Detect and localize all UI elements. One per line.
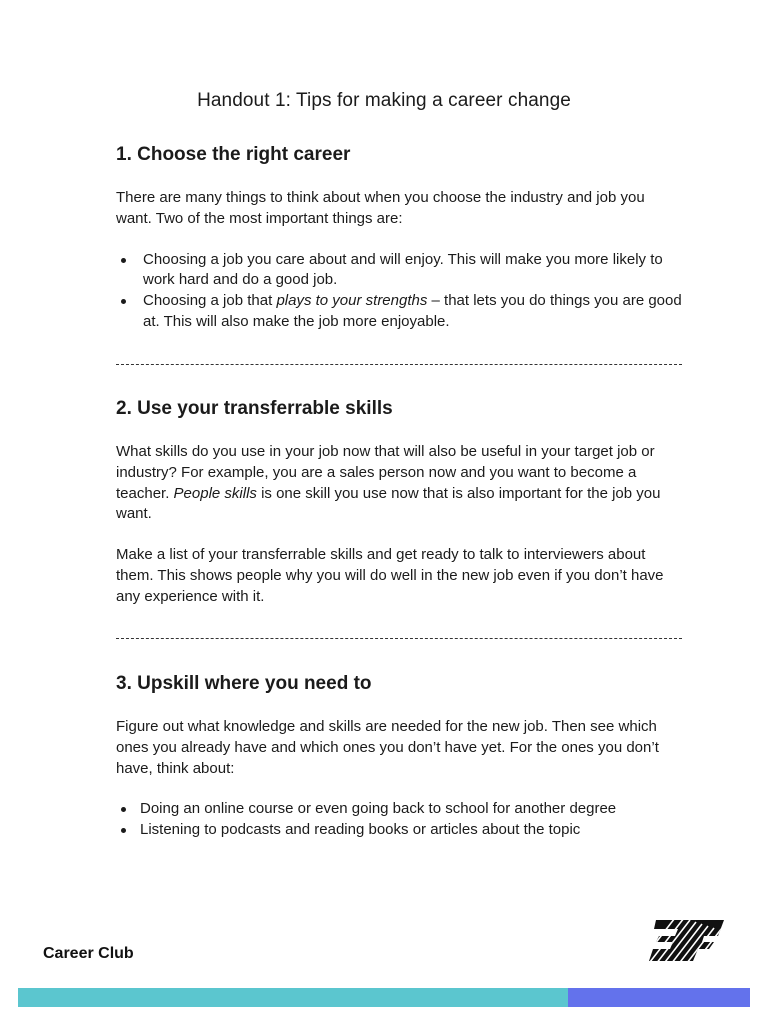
list-item: Listening to podcasts and reading books or articles about the topic — [116, 820, 682, 841]
section-heading: 1. Choose the right career — [116, 144, 351, 165]
bullet-list — [116, 250, 682, 333]
emphasis-text: plays to your strengths — [276, 292, 428, 310]
ef-logo-icon — [648, 918, 724, 962]
section-heading: 2. Use your transferrable skills — [116, 398, 393, 419]
section-paragraph — [116, 442, 682, 525]
section-choose-career — [116, 143, 682, 333]
list-item: Choosing a job you care about and will enjoy. This will make you more likely to work hard and do a good job. — [116, 250, 682, 292]
footer-color-bar-blue — [568, 988, 750, 1007]
section-heading: 3. Upskill where you need to — [116, 673, 372, 694]
list-item — [116, 291, 682, 333]
list-item: Doing an online course or even going back to school for another degree — [116, 799, 682, 820]
dashed-divider — [116, 364, 682, 365]
section-paragraph: Make a list of your transferrable skills and get ready to talk to interviewers about them. This shows people why you will do well in the new job even if you don’t have any experience with it. — [116, 546, 664, 605]
paragraph-text: is one skill you use now that is also important for the job you want. — [116, 484, 661, 523]
page-title: Handout 1: Tips for making a career change — [197, 90, 571, 111]
section-upskill — [116, 672, 682, 841]
list-item-text: – that lets you do things you are good at. This will also make the job more enjoyable. — [143, 292, 682, 330]
bullet-list — [116, 799, 682, 841]
section-intro: Figure out what knowledge and skills are needed for the new job. Then see which ones you already have and which ones you don’t have yet. For the ones you don’t have, think about: — [116, 718, 659, 777]
paragraph-text: What skills do you use in your job now that will also be useful in your target job or industry? For example, you are a sales person now and you want to become a teacher. — [116, 443, 655, 502]
section-intro: There are many things to think about when you choose the industry and job you want. Two of the most important things are: — [116, 189, 645, 227]
section-transferrable-skills — [116, 397, 682, 608]
dashed-divider — [116, 638, 682, 639]
footer-color-bar-teal — [18, 988, 568, 1007]
emphasis-text: People skills — [173, 484, 257, 502]
footer-brand-label: Career Club — [43, 945, 134, 962]
list-item-text: Choosing a job that — [143, 292, 277, 310]
